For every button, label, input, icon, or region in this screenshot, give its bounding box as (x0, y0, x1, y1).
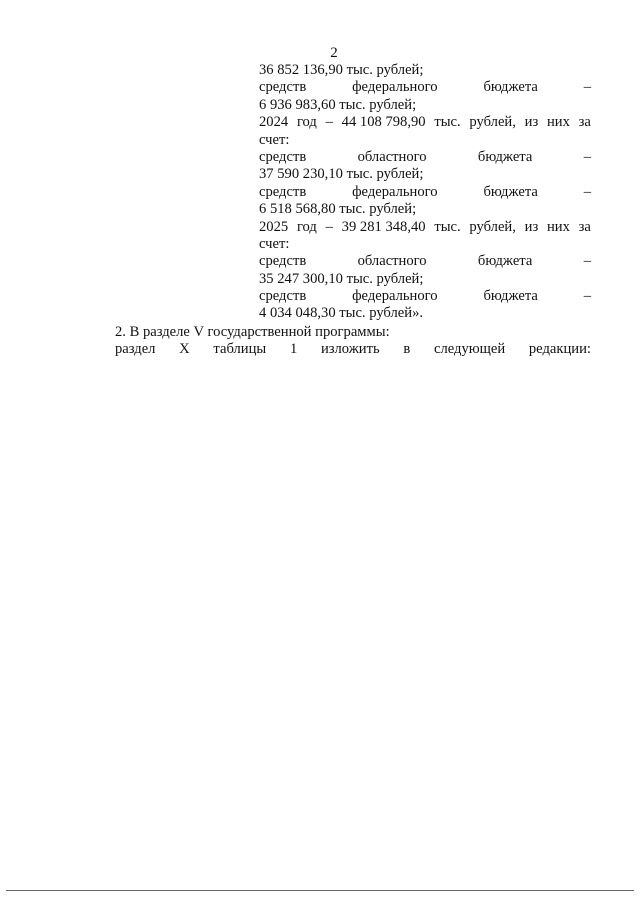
word: федерального (352, 288, 438, 305)
justified-line (259, 114, 591, 131)
word: следующей (433, 341, 506, 357)
text-line: 35 247 300,10 тыс. рублей; (259, 270, 424, 287)
dash: – (583, 288, 591, 305)
word: бюджета (483, 79, 538, 96)
word: раздел (115, 341, 156, 357)
word: из (524, 218, 539, 235)
word: областного (357, 148, 427, 165)
word: редакции: (528, 341, 591, 357)
dash: – (325, 114, 333, 131)
text-line: 4 034 048,30 тыс. рублей». (259, 305, 424, 322)
word: год (296, 218, 317, 235)
word: бюджета (477, 253, 533, 270)
word: средств (259, 148, 307, 165)
text-line: 37 590 230,10 тыс. рублей; (259, 166, 424, 183)
word: тыс. (434, 114, 461, 131)
word: тыс. (434, 218, 461, 235)
justified-line (259, 79, 591, 96)
justified-line (259, 253, 591, 270)
item-2-heading: 2. В разделе V государственной программы: (115, 324, 390, 340)
word: в (403, 341, 411, 357)
word: областного (357, 253, 427, 270)
word: изложить (320, 341, 380, 357)
amount: 39 281 348,40 (341, 218, 426, 235)
text-line: 6 518 568,80 тыс. рублей; (259, 201, 417, 218)
justified-line (259, 288, 591, 305)
justified-line (259, 184, 591, 201)
word: средств (259, 288, 307, 305)
word: год (296, 114, 317, 131)
word: бюджета (477, 148, 533, 165)
word: федерального (352, 183, 438, 200)
word: средств (259, 183, 307, 200)
text-line: счет: (259, 131, 290, 148)
word: из (524, 114, 539, 131)
dash: – (583, 148, 591, 165)
word: за (578, 218, 591, 235)
word: бюджета (483, 288, 538, 305)
dash: – (583, 183, 591, 200)
word: таблицы (213, 341, 267, 357)
word: за (578, 114, 591, 131)
word: них (546, 218, 570, 235)
text-line: счет: (259, 235, 290, 252)
word: 2024 (259, 114, 289, 131)
word: средств (259, 253, 307, 270)
word: бюджета (483, 183, 538, 200)
text-line: 6 936 983,60 тыс. рублей; (259, 96, 417, 113)
dash: – (583, 79, 591, 96)
text-line: 36 852 136,90 тыс. рублей; (259, 62, 424, 78)
word: средств (259, 79, 307, 96)
word: федерального (352, 79, 438, 96)
dash: – (583, 253, 591, 270)
page-number: 2 (330, 45, 338, 61)
dash: – (325, 218, 333, 235)
justified-line (259, 149, 591, 166)
word: них (546, 114, 570, 131)
word: рублей, (469, 218, 516, 235)
bottom-rule (6, 890, 634, 891)
justified-line (259, 219, 591, 236)
word: 2025 (259, 218, 289, 235)
item-2-text (115, 341, 591, 358)
word: рублей, (469, 114, 516, 131)
funding-column (259, 62, 591, 323)
word: 1 (289, 341, 298, 357)
word: X (179, 341, 190, 357)
amount: 44 108 798,90 (341, 114, 426, 131)
